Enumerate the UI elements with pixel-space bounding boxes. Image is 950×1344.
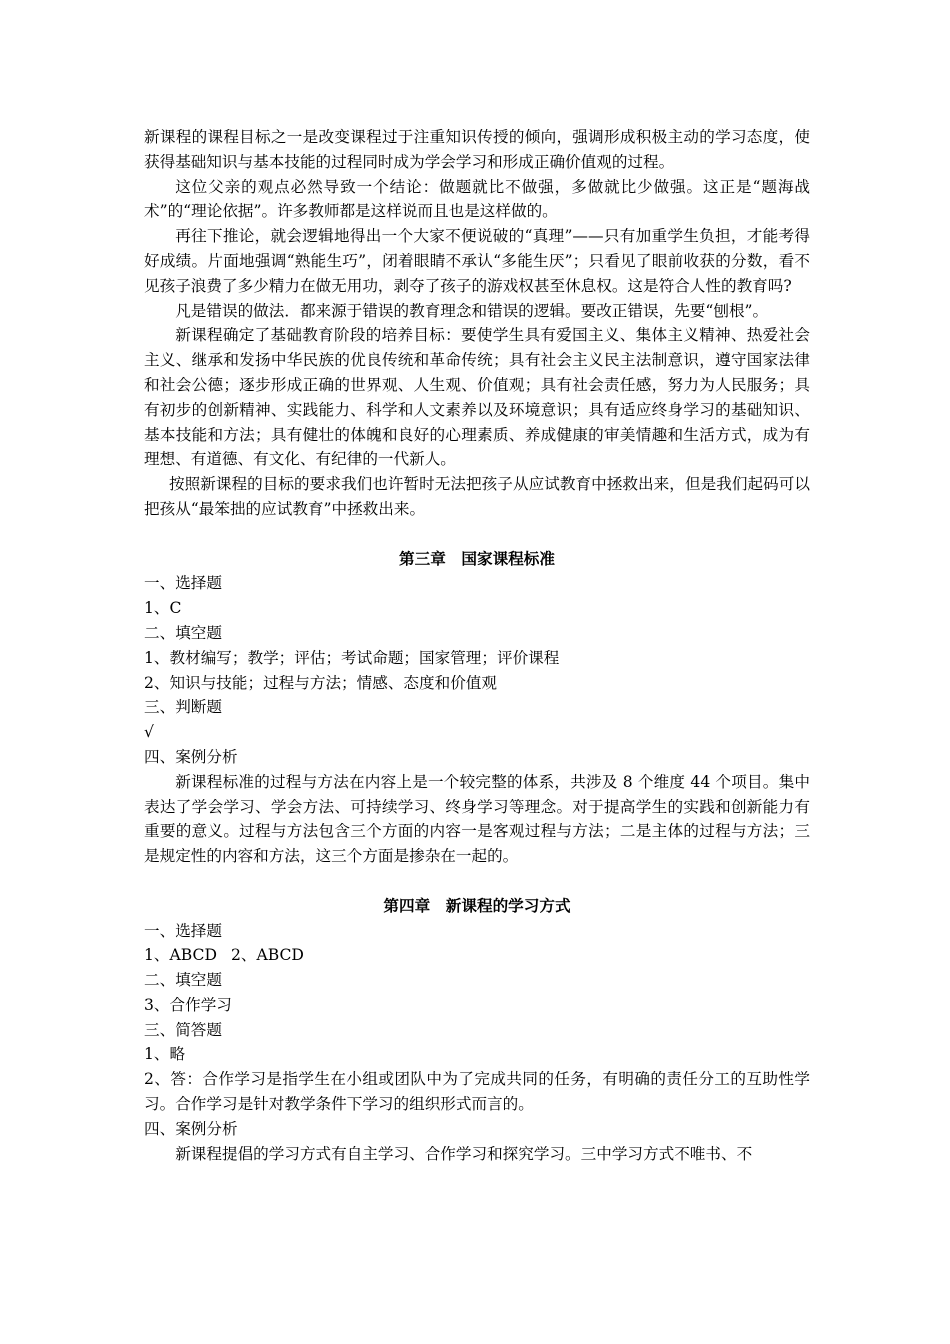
ch4-fill-answer: 3、合作学习 xyxy=(144,995,232,1014)
ch4-section-case: 四、案例分析 xyxy=(144,1119,238,1138)
ch4-section-choice: 一、选择题 xyxy=(144,921,222,940)
spacer xyxy=(144,869,810,894)
chapter-3-title: 第三章 国家课程标准 xyxy=(399,549,555,568)
intro-paragraph-2: 这位父亲的观点必然导致一个结论：做题就比不做强，多做就比少做强。这正是“题海战术”的“理论依据”。许多教师都是这样说而且也是这样做的。 xyxy=(144,177,810,221)
ch3-choice-answer: 1、C xyxy=(144,599,182,618)
intro-paragraph-5: 新课程确定了基础教育阶段的培养目标：要使学生具有爱国主义、集体主义精神、热爱社会主义、继承和发扬中华民族的优良传统和革命传统；具有社会主义民主法制意识，遵守国家法律和社会公德；逐步形成正确的世界观、人生观、价值观；具有社会责任感，努力为人民服务；具有初步的创新精神、实践能力、科学和人文素养以及环境意识；具有适应终身学习的基础知识、基本技能和方法；具有健壮的体魄和良好的心理素质、养成健康的审美情趣和生活方式，成为有理想、有道德、有文化、有纪律的一代新人。 xyxy=(144,326,810,469)
intro-paragraph-3: 再往下推论，就会逻辑地得出一个大家不便说破的“真理”——只有加重学生负担，才能考得好成绩。片面地强调“熟能生巧”，闭着眼睛不承认“多能生厌”；只看见了眼前收获的分数，看不见孩子浪费了多少精力在做无用功，剥夺了孩子的游戏权甚至休息权。这是符合人性的教育吗? xyxy=(144,227,810,295)
ch4-section-fill: 二、填空题 xyxy=(144,971,222,990)
intro-paragraph-6: 按照新课程的目标的要求我们也许暂时无法把孩子从应试教育中拯救出来，但是我们起码可以把孩从“最笨拙的应试教育”中拯救出来。 xyxy=(144,475,810,518)
ch3-fill-answer-2: 2、知识与技能；过程与方法；情感、态度和价值观 xyxy=(144,673,497,692)
ch4-choice-answer-1: 1、ABCD xyxy=(144,946,217,965)
ch3-fill-answer-1: 1、教材编写；教学；评估；考试命题；国家管理；评价课程 xyxy=(144,648,560,667)
document-page xyxy=(144,125,810,1166)
ch4-case-paragraph: 新课程提倡的学习方式有自主学习、合作学习和探究学习。三中学习方式不唯书、不 xyxy=(175,1144,753,1163)
ch3-section-choice: 一、选择题 xyxy=(144,574,222,593)
ch4-short-answer-2: 2、答：合作学习是指学生在小组或团队中为了完成共同的任务，有明确的责任分工的互助性学习。合作学习是针对教学条件下学习的组织形式而言的。 xyxy=(144,1070,810,1114)
ch3-section-case: 四、案例分析 xyxy=(144,747,238,766)
spacer xyxy=(144,522,810,547)
intro-paragraph-1: 新课程的课程目标之一是改变课程过于注重知识传授的倾向，强调形成积极主动的学习态度，使获得基础知识与基本技能的过程同时成为学会学习和形成正确价值观的过程。 xyxy=(144,128,810,171)
ch4-section-short: 三、简答题 xyxy=(144,1020,222,1039)
ch3-section-fill: 二、填空题 xyxy=(144,623,222,642)
ch3-judge-answer: √ xyxy=(144,723,154,742)
ch4-short-answer-1: 1、略 xyxy=(144,1045,186,1064)
chapter-4-title: 第四章 新课程的学习方式 xyxy=(383,896,571,915)
ch3-case-paragraph: 新课程标准的过程与方法在内容上是一个较完整的体系，共涉及 8 个维度 44 个项目。集中表达了学会学习、学会方法、可持续学习、终身学习等理念。对于提高学生的实践和创新能力有重要的意义。过程与方法包含三个方面的内容一是客观过程与方法；二是主体的过程与方法；三是规定性的内容和方法，这三个方面是掺杂在一起的。 xyxy=(144,772,810,866)
ch3-section-judge: 三、判断题 xyxy=(144,698,222,717)
ch4-choice-answers xyxy=(144,943,810,968)
ch4-choice-answer-2: 2、ABCD xyxy=(230,946,304,965)
intro-paragraph-4: 凡是错误的做法．都来源于错误的教育理念和错误的逻辑。要改正错误，先要“刨根”。 xyxy=(175,301,769,320)
